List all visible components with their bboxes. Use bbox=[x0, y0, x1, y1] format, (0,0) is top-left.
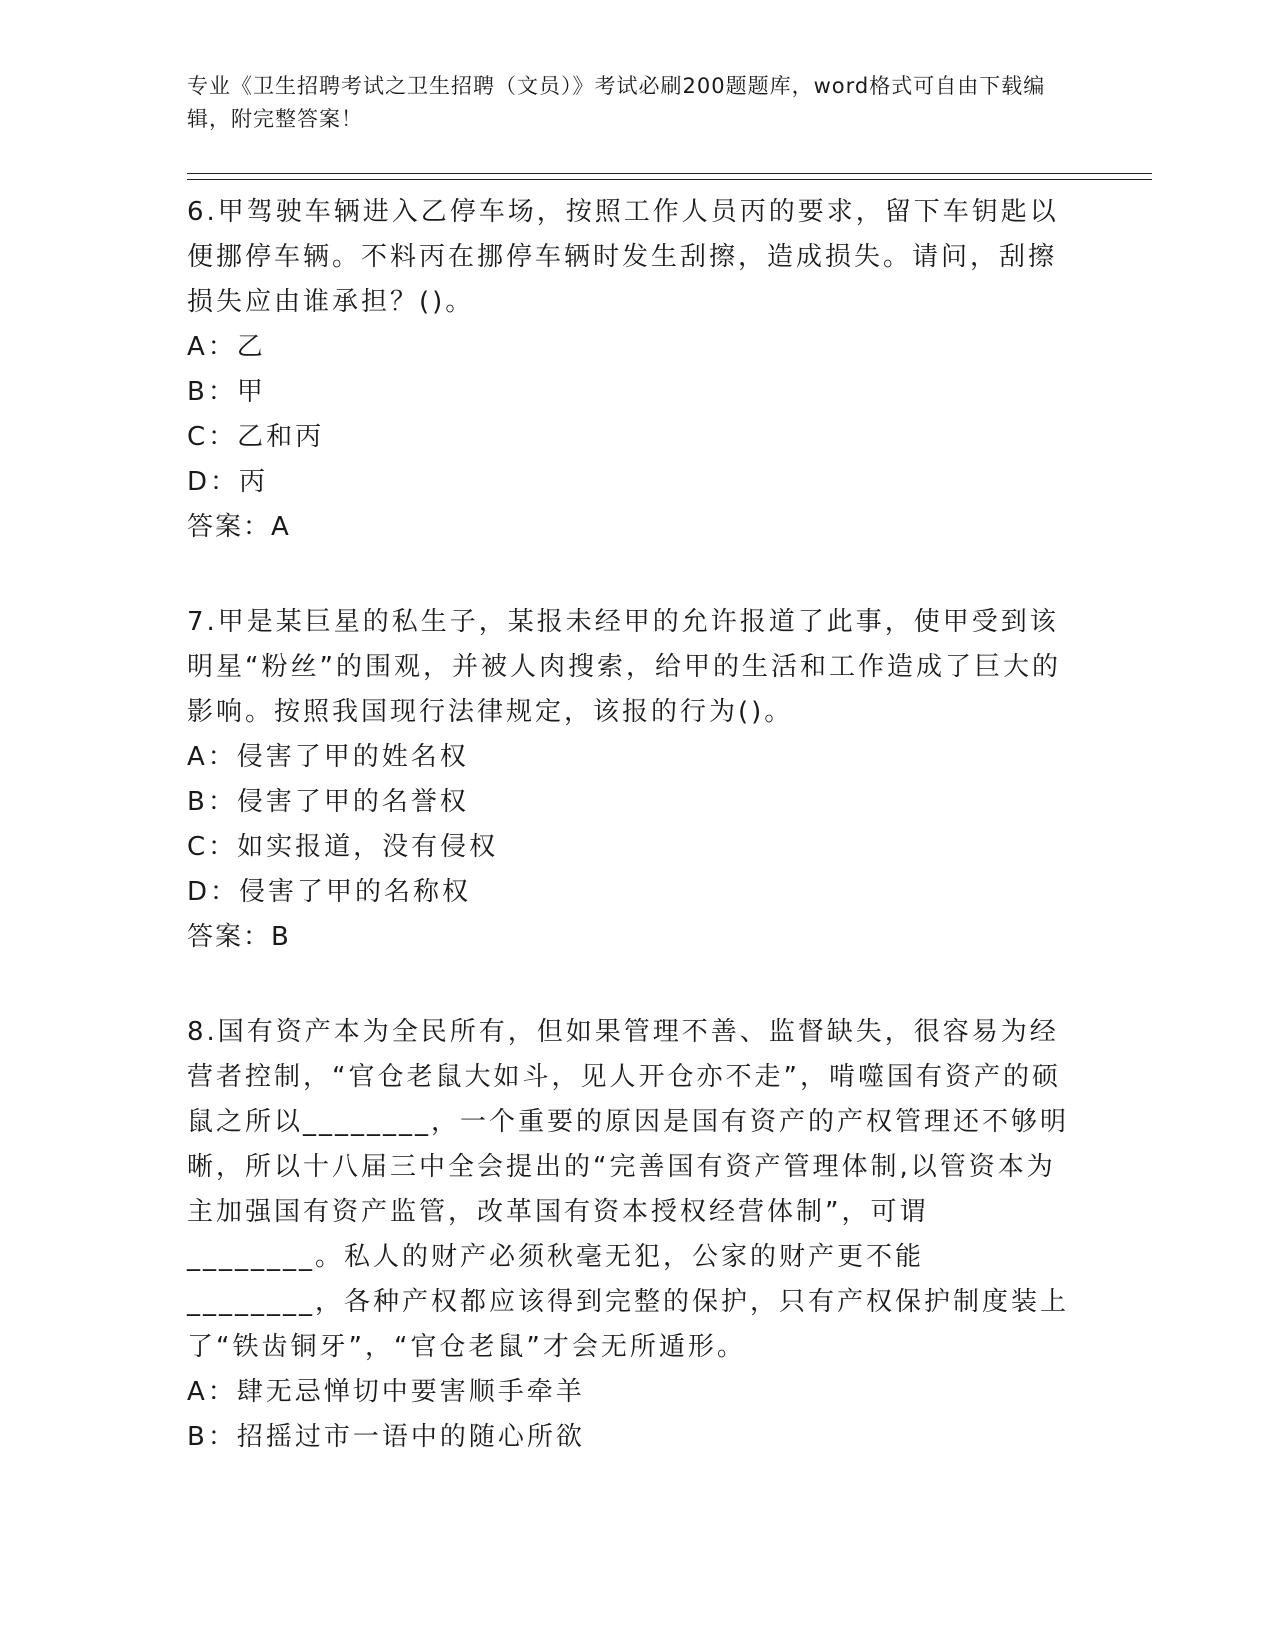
option-b: B：侵害了甲的名誉权 bbox=[187, 787, 469, 817]
option-a: A：肆无忌惮切中要害顺手牵羊 bbox=[187, 1377, 585, 1407]
answer-label: 答案：B bbox=[187, 922, 291, 952]
option-b: B：甲 bbox=[187, 377, 266, 407]
answer-label: 答案：A bbox=[187, 512, 291, 542]
header-rule-top bbox=[187, 173, 1152, 174]
option-d: D：丙 bbox=[187, 467, 269, 497]
option-a: A：乙 bbox=[187, 332, 266, 362]
option-d: D：侵害了甲的名称权 bbox=[187, 877, 472, 907]
question-stem: 7.甲是某巨星的私生子，某报未经甲的允许报道了此事，使甲受到该明星“粉丝”的围观，并被人肉搜索，给甲的生活和工作造成了巨大的影响。按照我国现行法律规定，该报的行为()。 bbox=[187, 607, 1061, 727]
option-c: C：如实报道，没有侵权 bbox=[187, 832, 499, 862]
question-6 bbox=[187, 190, 1077, 550]
document-page bbox=[187, 70, 1087, 136]
option-b: B：招摇过市一语中的随心所欲 bbox=[187, 1422, 585, 1452]
question-8 bbox=[187, 1010, 1077, 1460]
question-stem: 6.甲驾驶车辆进入乙停车场，按照工作人员丙的要求，留下车钥匙以便挪停车辆。不料丙在挪停车辆时发生刮擦，造成损失。请问，刮擦损失应由谁承担？()。 bbox=[187, 197, 1059, 317]
questions-list bbox=[187, 190, 1077, 1510]
document-header: 专业《卫生招聘考试之卫生招聘（文员）》考试必刷200题题库，word格式可自由下载编辑，附完整答案！ bbox=[187, 74, 1046, 131]
header-rule-bottom bbox=[187, 179, 1152, 180]
option-c: C：乙和丙 bbox=[187, 422, 325, 452]
question-7 bbox=[187, 600, 1077, 960]
option-a: A：侵害了甲的姓名权 bbox=[187, 742, 469, 772]
question-stem: 8.国有资产本为全民所有，但如果管理不善、监督缺失，很容易为经营者控制，“官仓老鼠大如斗，见人开仓亦不走”，啃噬国有资产的硕鼠之所以________，一个重要的原因是国有资产的产权管理还不够明晰，所以十八届三中全会提出的“完善国有资产管理体制,以管资本为主加强国有资产监管，改革国有资本授权经营体制”，可谓________。私人的财产必须秋毫无犯，公家的财产更不能________，各种产权都应该得到完整的保护，只有产权保护制度装上了“铁齿铜牙”，“官仓老鼠”才会无所遁形。 bbox=[187, 1017, 1070, 1362]
